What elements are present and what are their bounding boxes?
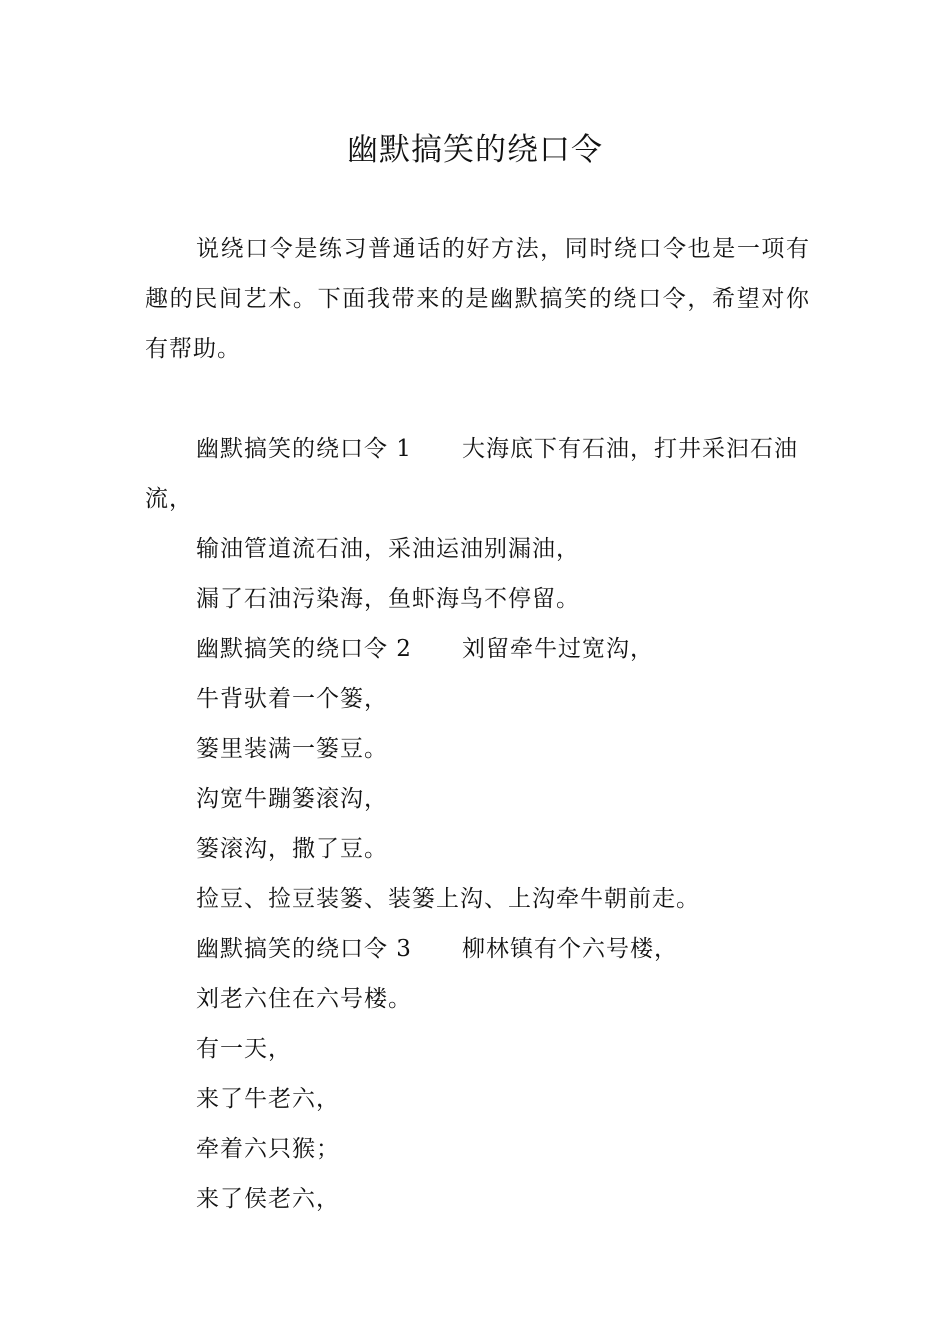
- section-2-line: 牛背驮着一个篓，: [196, 686, 388, 712]
- section-3-first-line: [145, 924, 810, 974]
- section-2-first-line: [145, 624, 810, 674]
- section-3-line: 牵着六只猴；: [196, 1136, 340, 1162]
- section-1-line: 输油管道流石油，采油运油别漏油，: [196, 536, 580, 562]
- section-3-heading: 幽默搞笑的绕口令 3: [196, 936, 412, 962]
- section-2-line: 沟宽牛蹦篓滚沟，: [196, 786, 388, 812]
- section-1-line: 漏了石油污染海，鱼虾海鸟不停留。: [196, 586, 580, 612]
- section-2-line: 捡豆、捡豆装篓、装篓上沟、上沟牵牛朝前走。: [196, 886, 700, 912]
- section-3-first-text: 柳林镇有个六号楼，: [461, 936, 678, 962]
- document-title: 幽默搞笑的绕口令: [347, 132, 603, 168]
- section-2-line: 篓里装满一篓豆。: [196, 736, 388, 762]
- section-1-first-text: 大海底下有石油，打井采汩石油流，: [145, 436, 798, 512]
- section-3-line: 来了侯老六，: [196, 1186, 340, 1212]
- paragraph-gap: [145, 374, 810, 424]
- section-1-heading: 幽默搞笑的绕口令 1: [196, 436, 412, 462]
- section-2-heading: 幽默搞笑的绕口令 2: [196, 636, 412, 662]
- section-3-line: 刘老六住在六号楼。: [196, 986, 412, 1012]
- section-3-line: 有一天，: [196, 1036, 292, 1062]
- section-2-line: 篓滚沟，撒了豆。: [196, 836, 388, 862]
- intro-paragraph: 说绕口令是练习普通话的好方法，同时绕口令也是一项有趣的民间艺术。下面我带来的是幽默搞笑的绕口令，希望对你有帮助。: [145, 236, 810, 362]
- document-body: [145, 224, 810, 1224]
- section-2-first-text: 刘留牵牛过宽沟，: [461, 636, 654, 662]
- section-3-line: 来了牛老六，: [196, 1086, 340, 1112]
- section-1-first-line: [145, 424, 810, 524]
